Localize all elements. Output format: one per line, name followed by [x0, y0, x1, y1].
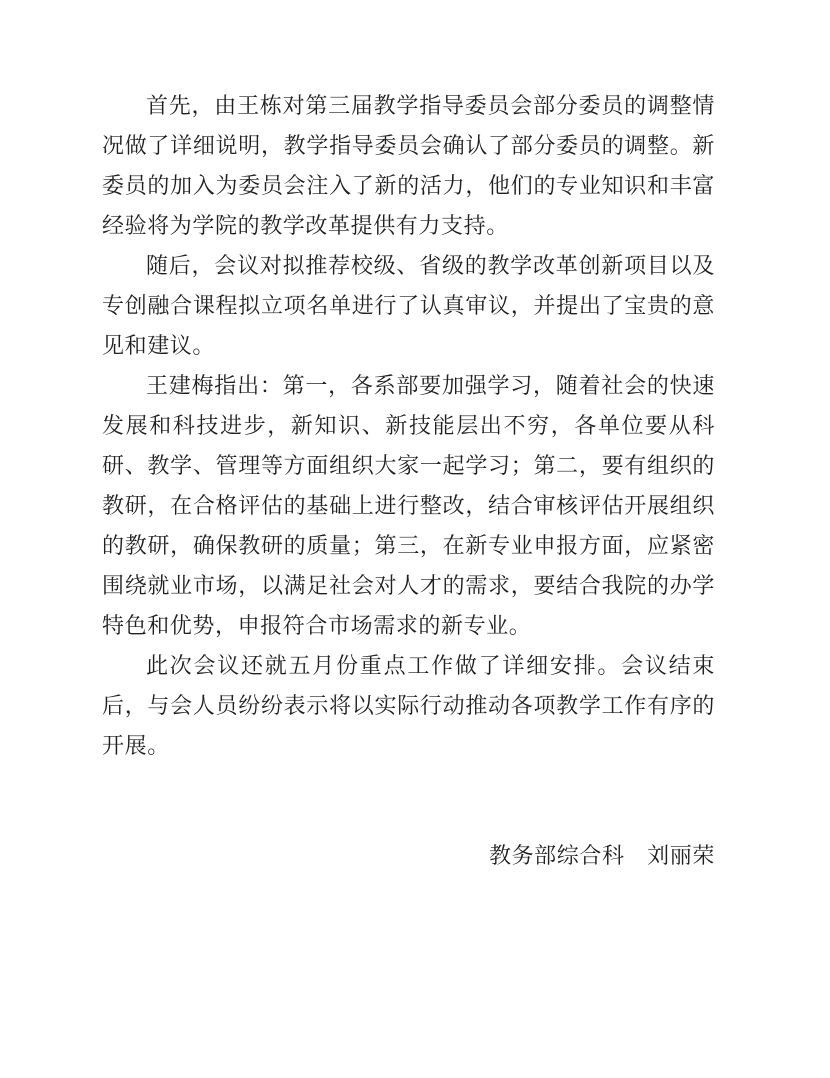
signature-line: 教务部综合科 刘丽荣 [488, 843, 715, 868]
paragraph-may-work-arrangement: 此次会议还就五月份重点工作做了详细安排。会议结束后，与会人员纷纷表示将以实际行动推动各项教学工作有序的开展。 [102, 653, 715, 758]
paragraph-wangjianmei-remarks: 王建梅指出：第一，各系部要加强学习，随着社会的快速发展和科技进步，新知识、新技能层出不穷，各单位要从科研、教学、管理等方面组织大家一起学习；第二，要有组织的教研，在合格评估的基础上进行整改，结合审核评估开展组织的教研，确保教研的质量；第三，在新专业申报方面，应紧密围绕就业市场，以满足社会对人才的需求，要结合我院的办学特色和优势，申报符合市场需求的新专业。 [102, 373, 715, 638]
document-body [102, 86, 715, 876]
paragraph-project-review: 随后，会议对拟推荐校级、省级的教学改革创新项目以及专创融合课程拟立项名单进行了认真审议，并提出了宝贵的意见和建议。 [102, 253, 715, 358]
paragraph-committee-adjustment: 首先，由王栋对第三届教学指导委员会部分委员的调整情况做了详细说明，教学指导委员会确认了部分委员的调整。新委员的加入为委员会注入了新的活力，他们的专业知识和丰富经验将为学院的教学改革提供有力支持。 [102, 93, 715, 238]
